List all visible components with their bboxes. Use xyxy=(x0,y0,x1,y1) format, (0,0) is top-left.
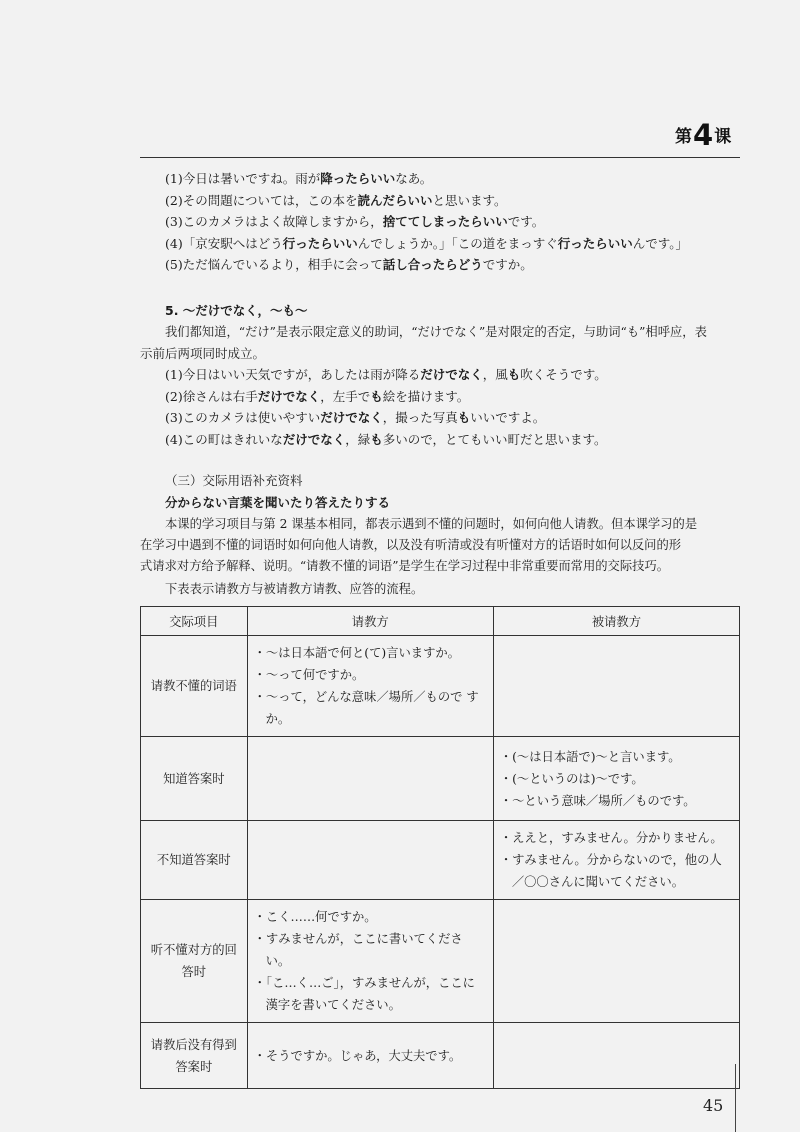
table-answer-cell xyxy=(493,900,739,1023)
example-text: ですか。 xyxy=(482,257,533,272)
example-text: 今日は暑いですね。雨が xyxy=(182,171,321,186)
example-number: (2) xyxy=(165,388,183,404)
section-3-paragraph: 在学习中遇到不懂的词语时如何向他人请教，以及没有听清或没有听懂对方的话语时如何以反问的形 xyxy=(140,537,682,552)
example-line xyxy=(140,211,740,233)
example-bold: も xyxy=(370,431,383,447)
example-text: その問題については，この本を xyxy=(182,192,358,208)
example-text: んです。」 xyxy=(632,235,689,251)
section-3-paragraph: 本课的学习项目与第 2 课基本相同，都表示遇到不懂的问题时，如何向他人请教。但本课学习的是 xyxy=(165,517,698,531)
answer-phrase: ・ええと，すみません。分かりません。 xyxy=(499,831,723,845)
header-rule xyxy=(140,157,740,158)
example-bold: も xyxy=(507,367,521,382)
table-ask-cell xyxy=(247,636,493,737)
example-number: (1) xyxy=(165,367,183,382)
table-ask-cell xyxy=(247,900,493,1023)
example-text: ，撮った写真 xyxy=(382,410,458,425)
table-item-cell: 请教后没有得到答案时 xyxy=(141,1023,248,1089)
example-text: このカメラはよく故障しますから， xyxy=(182,214,383,229)
example-number: (5) xyxy=(165,257,183,272)
section-3-paragraph: 下表表示请教方与被请教方请教、应答的流程。 xyxy=(165,581,424,596)
example-text: です。 xyxy=(507,214,545,229)
table-row xyxy=(141,821,740,900)
example-line xyxy=(140,233,740,255)
table-answer-cell xyxy=(493,821,739,900)
example-bold: 読んだらいい xyxy=(357,192,433,208)
answer-phrase: ・(～というのは)～です。 xyxy=(499,771,644,786)
section-5-explain: 我们都知道，“だけ”是表示限定意义的助词，“だけでなく”是对限定的否定，与助词“も”相呼应，表 xyxy=(165,325,707,339)
example-bold: 行ったらいい xyxy=(557,235,633,251)
example-bold: だけでなく xyxy=(420,367,483,382)
example-list-5 xyxy=(140,364,740,450)
example-line xyxy=(140,429,740,451)
example-bold: だけでなく xyxy=(282,431,346,447)
example-text: ただ悩んでいるより，相手に会って xyxy=(182,257,383,272)
example-line xyxy=(140,168,740,190)
page-number-rule xyxy=(735,1064,736,1132)
example-number: (2) xyxy=(165,192,183,208)
table-item-cell: 听不懂对方的回答时 xyxy=(141,900,248,1023)
table-answer-cell xyxy=(493,1023,739,1089)
example-text: なあ。 xyxy=(395,171,433,186)
example-text: ，左手で xyxy=(320,388,371,404)
example-number: (4) xyxy=(165,235,183,251)
example-bold: も xyxy=(457,410,471,425)
lesson-tag xyxy=(675,118,731,152)
table-row xyxy=(141,737,740,821)
table-row xyxy=(141,636,740,737)
table-answer-cell xyxy=(493,636,739,737)
ask-phrase: ・そうですか。じゃあ，大丈夫です。 xyxy=(253,1048,462,1063)
table-ask-cell xyxy=(247,821,493,900)
example-text: 今日はいい天気ですが，あしたは雨が降る xyxy=(182,367,421,382)
lesson-suffix: 课 xyxy=(714,127,732,147)
table-item-cell: 知道答案时 xyxy=(141,737,248,821)
example-text: 吹くそうです。 xyxy=(520,367,607,382)
example-text: んでしょうか。」「この道をまっすぐ xyxy=(357,235,558,251)
example-text: 「京安駅へはどう xyxy=(182,235,283,251)
section-3-paragraph: 式请求对方给予解释、说明。“请教不懂的词语”是学生在学习过程中非常重要而常用的交际技巧。 xyxy=(140,559,670,573)
example-list-4 xyxy=(140,168,740,276)
table-header: 交际项目 xyxy=(141,607,248,636)
example-bold: 降ったらいい xyxy=(320,171,396,186)
example-line xyxy=(140,407,740,429)
example-bold: 話し合ったらどう xyxy=(382,257,483,272)
table-item-cell: 请教不懂的词语 xyxy=(141,636,248,737)
example-line xyxy=(140,254,740,276)
ask-phrase: ・「こ…く…ご」，すみませんが，ここに漢字を書いてください。 xyxy=(253,976,475,1012)
example-text: ，風 xyxy=(482,367,508,382)
answer-phrase: ・～という意味／場所／ものです。 xyxy=(499,793,696,808)
example-text: と思います。 xyxy=(432,192,507,208)
ask-phrase: ・～って何ですか。 xyxy=(253,668,365,682)
ask-phrase: ・～は日本語で何と(て)言いますか。 xyxy=(253,646,460,660)
example-text: この町はきれいな xyxy=(182,431,283,447)
answer-phrase: ・すみません。分からないので，他の人／〇〇さんに聞いてください。 xyxy=(499,853,722,889)
example-line xyxy=(140,190,740,212)
table-item-cell: 不知道答案时 xyxy=(141,821,248,900)
example-text: ，緑 xyxy=(345,431,371,447)
example-bold: も xyxy=(370,388,383,404)
main-content xyxy=(140,168,740,599)
ask-phrase: ・こく……何ですか。 xyxy=(253,910,377,924)
example-bold: だけでなく xyxy=(257,388,321,404)
example-bold: 行ったらいい xyxy=(282,235,358,251)
example-line xyxy=(140,364,740,386)
table-answer-cell xyxy=(493,737,739,821)
section-5-explain: 示前后两项同时成立。 xyxy=(140,345,266,361)
table-ask-cell xyxy=(247,1023,493,1089)
section-3-title: （三）交际用语补充资料 xyxy=(165,473,303,488)
lesson-prefix: 第 xyxy=(675,127,692,147)
table-header: 被请教方 xyxy=(493,607,739,636)
example-text: いいですよ。 xyxy=(470,410,546,425)
table-row xyxy=(141,1023,740,1089)
table-header-row xyxy=(141,607,740,636)
section-3-subtitle: 分からない言葉を聞いたり答えたりする xyxy=(165,494,391,510)
example-number: (3) xyxy=(165,410,183,425)
example-text: 多いので，とてもいい町だと思います。 xyxy=(382,431,607,447)
example-text: 徐さんは右手 xyxy=(182,388,258,404)
section-5-title: 5. ～だけでなく，～も～ xyxy=(165,302,308,318)
communication-flow-table xyxy=(140,606,740,1089)
example-bold: 捨ててしまったらいい xyxy=(382,214,508,229)
ask-phrase: ・すみませんが，ここに書いてください。 xyxy=(253,932,463,968)
example-bold: だけでなく xyxy=(320,410,383,425)
example-number: (4) xyxy=(165,431,183,447)
lesson-number: 4 xyxy=(693,118,714,152)
page-number: 45 xyxy=(703,1096,724,1115)
table-header: 请教方 xyxy=(247,607,493,636)
example-line xyxy=(140,386,740,408)
example-number: (1) xyxy=(165,171,183,186)
example-number: (3) xyxy=(165,214,183,229)
table-ask-cell xyxy=(247,737,493,821)
answer-phrase: ・(～は日本語で)～と言います。 xyxy=(499,749,681,764)
table-row xyxy=(141,900,740,1023)
ask-phrase: ・～って，どんな意味／場所／もので すか。 xyxy=(253,690,479,726)
example-text: このカメラは使いやすい xyxy=(182,410,321,425)
example-text: 絵を描けます。 xyxy=(382,388,470,404)
